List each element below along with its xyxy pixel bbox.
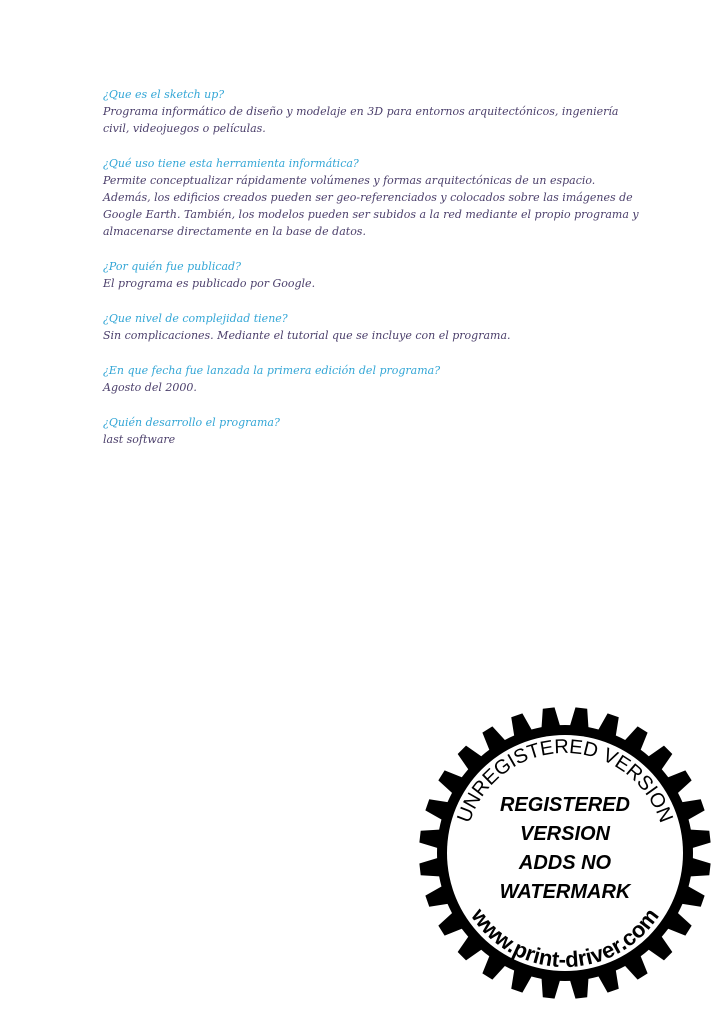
question: ¿Que es el sketch up? bbox=[103, 88, 225, 101]
answer: Programa informático de diseño y modelaje en 3D para entornos arquitectónicos, ingeniería civil, videojuegos o películas. bbox=[103, 105, 619, 135]
answer: Permite conceptualizar rápidamente volúmenes y formas arquitectónicas de un espacio. Además, los edificios creados pueden ser geo-referenciados y colocados sobre las imágenes de Google Earth. También, los modelos pueden ser subidos a la red mediante el propio programa y almacenarse directamente en la base de datos. bbox=[103, 174, 639, 238]
qa-block bbox=[103, 362, 643, 396]
answer: last software bbox=[103, 433, 176, 446]
answer: El programa es publicado por Google. bbox=[103, 277, 316, 290]
question: ¿Qué uso tiene esta herramienta informática? bbox=[103, 157, 359, 170]
stamp-line1: REGISTERED bbox=[499, 794, 631, 816]
qa-block bbox=[103, 155, 643, 240]
qa-block bbox=[103, 414, 643, 448]
question: ¿En que fecha fue lanzada la primera edición del programa? bbox=[103, 364, 441, 377]
qa-block bbox=[103, 258, 643, 292]
watermark-stamp bbox=[415, 703, 715, 1003]
qa-block bbox=[103, 86, 643, 137]
stamp-line4: WATERMARK bbox=[499, 881, 631, 903]
question: ¿Que nivel de complejidad tiene? bbox=[103, 312, 288, 325]
document-body bbox=[103, 86, 643, 466]
stamp-line2: VERSION bbox=[519, 823, 611, 845]
stamp-arc-bottom: www.print-driver.com bbox=[466, 903, 664, 973]
stamp-arc-top: UNREGISTERED VERSION bbox=[453, 735, 677, 826]
qa-block bbox=[103, 310, 643, 344]
answer: Agosto del 2000. bbox=[103, 381, 197, 394]
question: ¿Quién desarrollo el programa? bbox=[103, 416, 280, 429]
stamp-line3: ADDS NO bbox=[518, 852, 612, 874]
answer: Sin complicaciones. Mediante el tutorial que se incluye con el programa. bbox=[103, 329, 511, 342]
question: ¿Por quién fue publicad? bbox=[103, 260, 241, 273]
